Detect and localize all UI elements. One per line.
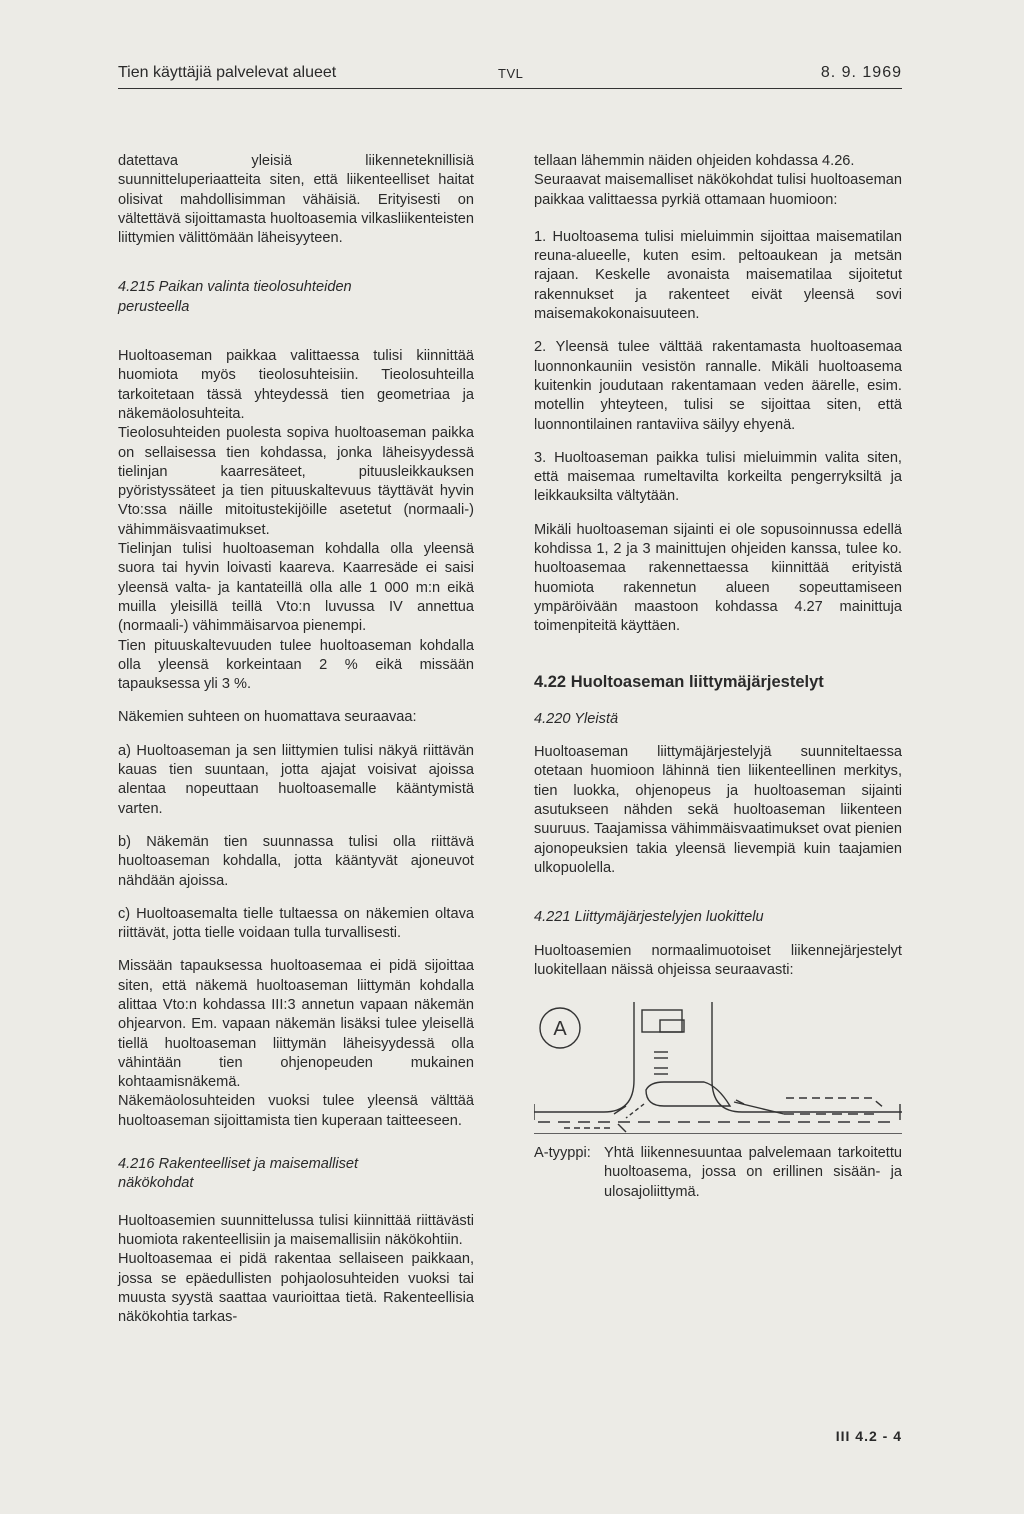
list-item-1: 1. Huoltoasema tulisi mieluimmin sijoittaa maisematilan reuna-alueelle, kuten esim. peltoaukean ja metsän rajaan. Keskelle avonaista maisematilaa sijoitetut rakennukset ja rakenteet eivät yleensä sovi maisemakokonaisuuteen. [534, 228, 902, 323]
deceleration-marking [786, 1098, 884, 1108]
paragraph: Huoltoaseman paikkaa valittaessa tulisi kiinnittää huomiota myös tieolosuhteisiin. Tieolosuhteilla tarkoitetaan tässä yhteydessä tien geometriaa ja näkemäolosuhteita. [118, 348, 474, 422]
section-heading-4-22: 4.22 Huoltoaseman liittymäjärjestelyt [534, 672, 824, 691]
caption-label: A-tyyppi: [534, 1145, 591, 1162]
entry-curb-left [534, 1002, 634, 1112]
paragraph: Seuraavat maisemalliset näkökohdat tulisi huoltoaseman paikkaa valittaessa pyrkiä ottamaan huomioon: [534, 172, 902, 208]
subsection-heading-4-215: 4.215 Paikan valinta tieolosuhteiden perusteella [118, 279, 352, 315]
left-column [118, 152, 474, 1327]
paragraph: Huoltoasemien suunnittelussa tulisi kiinnittää riittävästi huomiota rakenteellisiin ja maisemallisiin näkökohtiin. [118, 1212, 474, 1248]
list-item-c: c) Huoltoasemalta tielle tultaessa on näkemien oltava riittävät, jotta tielle voidaan tulla turvallisesti. [118, 905, 474, 942]
paragraph: Huoltoasemien normaalimuotoiset liikennejärjestelyt luokitellaan näissä ohjeissa seuraavasti: [534, 942, 902, 978]
paragraph: Huoltoaseman liittymäjärjestelyjä suunniteltaessa otetaan huomioon lähinnä tien liikenteellinen merkitys, tien luokka, ohjenopeus ja huoltoaseman sijainti asutukseen nähden sekä huoltoaseman liikenteen suuruus. Taajamissa vähimmäisvaatimukset ovat pienien ajonopeuksien takia yleensä lievempiä kuin taajamien ulkopuolella. [534, 744, 902, 876]
header-publisher: TVL [498, 66, 524, 81]
exit-curb-right [712, 1002, 902, 1112]
list-item-a: a) Huoltoaseman ja sen liittymien tulisi näkyä riittävän kauas tien suuntaan, jotta ajajat voisivat ajoissa alentaa nopeuttaan huoltoasemalle kääntymistä varten. [118, 742, 474, 817]
paragraph: datettava yleisiä liikenneteknillisiä suunnitteluperiaatteita siten, että liikenteelliset haitat olisivat mahdollisimman vähäisiä. Erityisesti on vältettävä sijoittamasta huoltoasemia vilkasliikenteisten liittymien välittömään läheisyyteen. [118, 153, 474, 247]
page-header [118, 62, 902, 89]
subsection-heading-4-221: 4.221 Liittymäjärjestelyjen luokittelu [534, 909, 764, 926]
junction-diagram-svg [534, 994, 902, 1134]
junction-diagram-a [534, 994, 902, 1134]
paragraph: Näkemien suhteen on huomattava seuraavaa: [118, 709, 417, 726]
paragraph: Tien pituuskaltevuuden tulee huoltoaseman kohdalla olla yleensä korkeintaan 2 % eikä missään tapauksessa yli 3 %. [118, 637, 474, 693]
paragraph: Tielinjan tulisi huoltoaseman kohdalla olla yleensä suora tai hyvin loivasti kaareva. Kaarresäde ei saisi yleensä valta- ja kantateillä olla alle 1 000 m:n eikä muilla yleisillä teillä Vto:n luvussa IV annettua (normaali-) vähimmäisarvoa pienempi. [118, 541, 474, 635]
subsection-heading-4-220: 4.220 Yleistä [534, 710, 619, 727]
subsection-heading-4-216: 4.216 Rakenteelliset ja maisemalliset näkökohdat [118, 1156, 359, 1192]
right-column [534, 152, 902, 1202]
station-building-annex [660, 1020, 684, 1032]
header-section-title: Tien käyttäjiä palvelevat alueet [118, 64, 337, 81]
paragraph: Huoltoasemaa ei pidä rakentaa sellaiseen paikkaan, jossa se epäedullisten pohjaolosuhteiden vuoksi tai muusta syystä saattaa vaurioittaa tietä. Rakenteellisia näkökohtia tarkas- [118, 1251, 474, 1326]
paragraph: Mikäli huoltoaseman sijainti ei ole sopusoinnussa edellä kohdissa 1, 2 ja 3 mainittujen ohjeiden kanssa, tulee ko. huoltoasemaa rakennettaessa kiinnittää erityistä huomiota rakennetun alueen sopeuttamiseen ympäröivään maastoon kohdassa 4.27 mainittuja toimenpiteitä käyttäen. [534, 521, 902, 635]
paragraph: Tieolosuhteiden puolesta sopiva huoltoaseman paikka on sellaisessa tien kohdassa, jonka läheisyydessä tielinjan kaarresäteet, pituusleikkauksen pyöristyssäteet ja tien pituuskaltevuus täyttävät hyvin Vto:ssa näille mitoitustekijöille asetetut (normaali-) vähimmäisvaatimukset. [118, 425, 474, 538]
paragraph: Näkemäolosuhteiden vuoksi tulee yleensä välttää huoltoaseman sijoittamista tien kuperaan taitteeseen. [118, 1093, 474, 1129]
station-building [642, 1010, 682, 1032]
type-label: A [553, 1018, 567, 1041]
paragraph: Missään tapauksessa huoltoasemaa ei pidä sijoittaa siten, että näkemä huoltoaseman liittymän kohdalla alittaa Vto:n kohdassa III:3 annetun vapaan näkemän ohjearvon. Em. vapaan näkemän lisäksi tulee yleisellä tiellä huoltoaseman liittymän läheisyydessä olla vähintään tien ohjenopeuden mukainen kohtaamisnäkemä. [118, 958, 474, 1091]
list-item-3: 3. Huoltoaseman paikka tulisi mieluimmin valita siten, että maisemaa rumeltavilta korkeilta pengerryksiltä ja leikkauksilta vältytään. [534, 449, 902, 505]
figure-caption [534, 1144, 902, 1202]
page-number: III 4.2 - 4 [835, 1428, 902, 1444]
entry-path [626, 1104, 644, 1118]
list-item-b: b) Näkemän tien suunnassa tulisi olla riittävä huoltoaseman kohdalla, jotta kääntyvät ajoneuvot nähdään ajoissa. [118, 833, 474, 889]
lane-arrow-left [618, 1124, 626, 1132]
list-item-2: 2. Yleensä tulee välttää rakentamasta huoltoasemaa luonnonkauniin vesistön rannalle. Mikäli huoltoasema kuitenkin joudutaan rakentamaan veden äärelle, esim. motellin yhteyteen, tulisi se sijoittaa siten, että luonnontilainen rantaviiva säilyy ehyenä. [534, 339, 902, 433]
caption-text: Yhtä liikennesuuntaa palvelemaan tarkoitettu huoltoasema, jossa on erillinen sisään- ja ulosajoliittymä. [604, 1145, 902, 1200]
header-date: 8. 9. 1969 [820, 64, 902, 81]
paragraph: tellaan lähemmin näiden ohjeiden kohdassa 4.26. [534, 153, 855, 169]
